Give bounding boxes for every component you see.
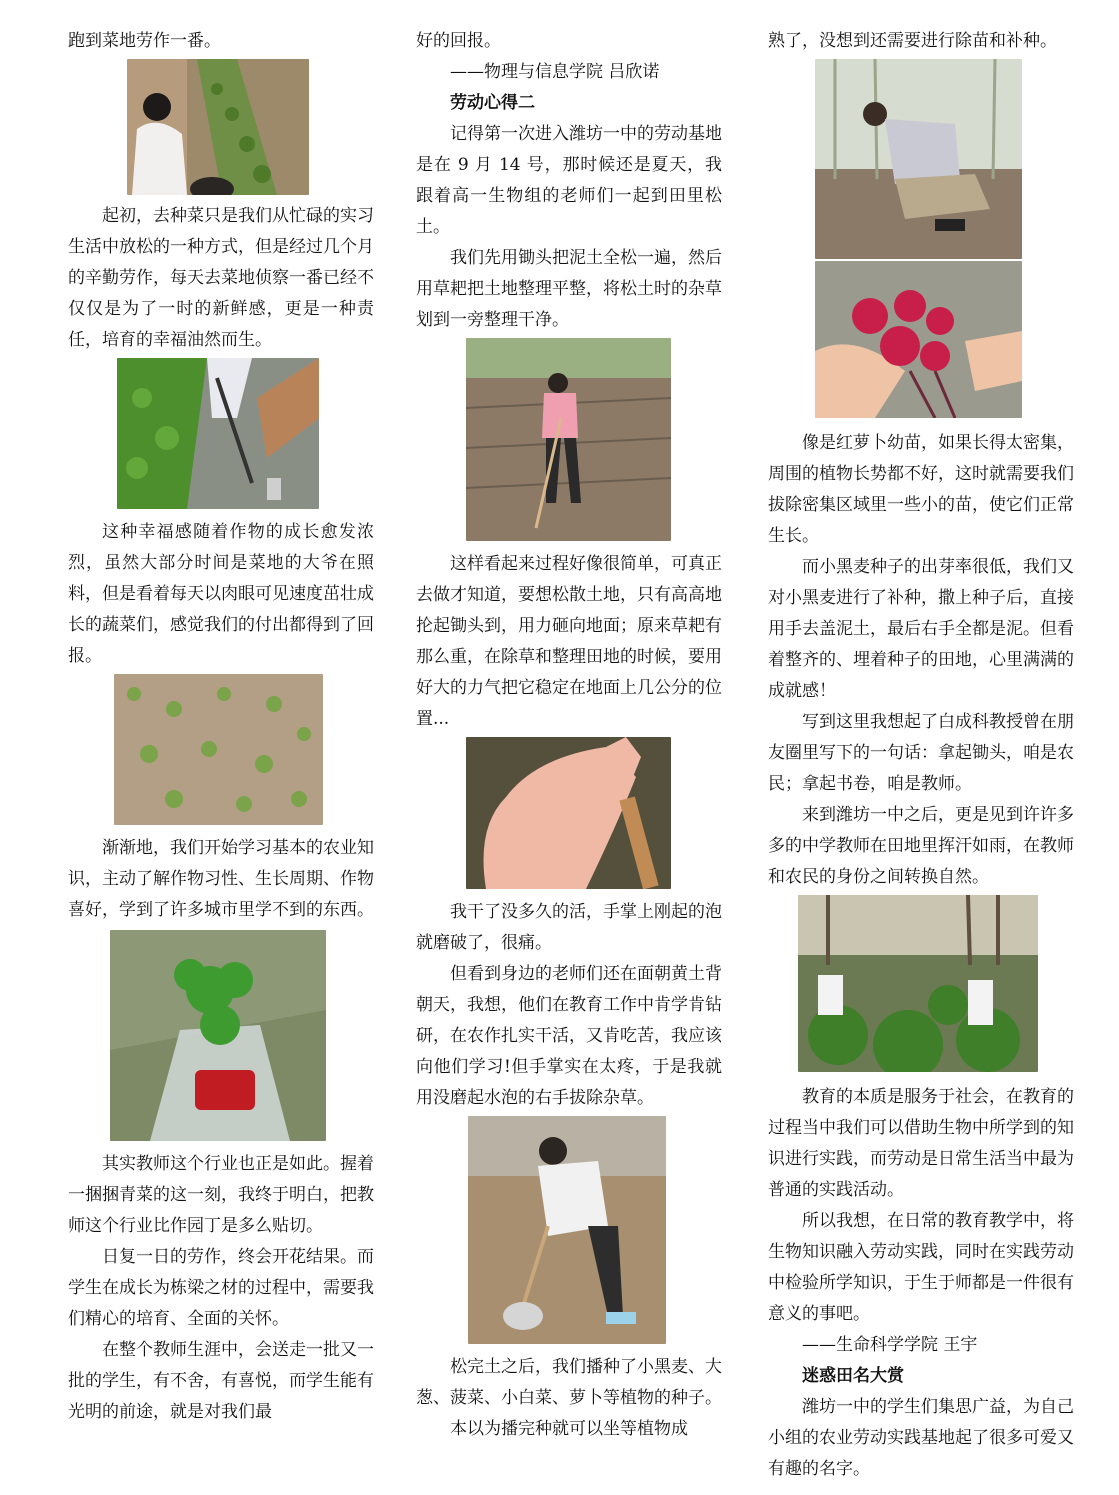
photo-man-digging-with-shovel bbox=[468, 1116, 666, 1344]
paragraph: 像是红萝卜幼苗，如果长得太密集，周围的植物长势都不好，这时就需要我们拔除密集区域里一些小的苗，使它们正常生长。 bbox=[768, 433, 1074, 546]
paragraph: 来到潍坊一中之后，更是见到许许多多的中学教师在田地里挥汗如雨，在教师和农民的身份之间转换自然。 bbox=[768, 805, 1074, 887]
photo-red-radishes-in-hand bbox=[815, 261, 1022, 418]
paragraph: 本以为播完种就可以坐等植物成 bbox=[450, 1419, 688, 1439]
photo-woman-in-vegetable-garden bbox=[127, 59, 309, 195]
photo-bag-of-greens bbox=[110, 930, 326, 1141]
paragraph: 教育的本质是服务于社会，在教育的过程当中我们可以借助生物中所学到的知识进行实践，而劳动是日常生活当中最为普通的实践活动。 bbox=[768, 1087, 1074, 1200]
paragraph: 起初，去种菜只是我们从忙碌的实习生活中放松的一种方式，但是经过几个月的辛勤劳作，每天去菜地侦察一番已经不仅仅是为了一时的新鲜感，更是一种责任，培育的幸福油然而生。 bbox=[68, 206, 374, 350]
paragraph: 我们先用锄头把泥土全松一遍，然后用草耙把土地整理平整，将松土时的杂草划到一旁整理干净。 bbox=[416, 248, 722, 330]
paragraph: 松完土之后，我们播种了小黑麦、大葱、菠菜、小白菜、萝卜等植物的种子。 bbox=[416, 1357, 722, 1408]
paragraph: 这样看起来过程好像很简单，可真正去做才知道，要想松散土地，只有高高地抡起锄头到，用力砸向地面；原来草耙有那么重，在除草和整理田地的时候，要用好大的力气把它稳定在地面上几公分的位置... bbox=[416, 554, 722, 729]
column-middle bbox=[416, 26, 722, 1445]
photo-people-working-in-garden bbox=[798, 895, 1038, 1072]
paragraph: 我干了没多久的活，手掌上刚起的泡就磨破了，很痛。 bbox=[416, 902, 722, 953]
paragraph: 渐渐地，我们开始学习基本的农业知识，主动了解作物习性、生长周期、作物喜好，学到了许多城市里学不到的东西。 bbox=[68, 838, 374, 920]
column-left bbox=[68, 26, 374, 1428]
paragraph: 潍坊一中的学生们集思广益，为自己小组的农业劳动实践基地起了很多可爱又有趣的名字。 bbox=[768, 1397, 1074, 1479]
paragraph: 日复一日的劳作，终会开花结果。而学生在成长为栋梁之材的过程中，需要我们精心的培育、全面的关怀。 bbox=[68, 1247, 374, 1329]
section-heading: 劳动心得二 bbox=[450, 93, 535, 113]
paragraph: 这种幸福感随着作物的成长愈发浓烈，虽然大部分时间是菜地的大爷在照料，但是看着每天以肉眼可见速度茁壮成长的蔬菜们，感觉我们的付出都得到了回报。 bbox=[68, 522, 374, 666]
section-heading: 迷惑田名大赏 bbox=[802, 1366, 904, 1386]
photo-hoeing-weeds bbox=[117, 358, 319, 509]
column-right bbox=[768, 26, 1074, 1485]
paragraph: 熟了，没想到还需要进行除苗和补种。 bbox=[768, 31, 1057, 51]
paragraph: 在整个教师生涯中，会送走一批又一批的学生，有不舍，有喜悦，而学生能有光明的前途，就是对我们最 bbox=[68, 1340, 374, 1422]
photo-blistered-palm bbox=[466, 737, 671, 889]
paragraph: 记得第一次进入潍坊一中的劳动基地是在 9 月 14 号，那时候还是夏天，我跟着高一生物组的老师们一起到田里松土。 bbox=[416, 124, 722, 237]
paragraph: 其实教师这个行业也正是如此。握着一捆捆青菜的这一刻，我终于明白，把教师这个行业比作园丁是多么贴切。 bbox=[68, 1154, 374, 1236]
photo-woman-crouching-field bbox=[815, 59, 1022, 259]
photo-seedlings-in-soil bbox=[114, 674, 323, 825]
paragraph: 而小黑麦种子的出芽率很低，我们又对小黑麦进行了补种，撒上种子后，直接用手去盖泥土，最后右手全都是泥。但看着整齐的、埋着种子的田地，心里满满的成就感！ bbox=[768, 557, 1074, 701]
author-signature: ——生命科学学院 王宇 bbox=[802, 1335, 978, 1355]
paragraph: 写到这里我想起了白成科教授曾在朋友圈里写下的一句话：拿起锄头，咱是农民；拿起书卷，咱是教师。 bbox=[768, 712, 1074, 794]
paragraph: 好的回报。 bbox=[416, 31, 501, 51]
photo-woman-hoeing-field bbox=[466, 338, 671, 541]
paragraph: 但看到身边的老师们还在面朝黄土背朝天，我想，他们在教育工作中肯学肯钻研，在农作扎实干活，又肯吃苦，我应该向他们学习!但手掌实在太疼，于是我就用没磨起水泡的右手拔除杂草。 bbox=[416, 964, 722, 1108]
author-signature: ——物理与信息学院 吕欣诺 bbox=[450, 62, 660, 82]
paragraph: 所以我想，在日常的教育教学中，将生物知识融入劳动实践，同时在实践劳动中检验所学知识，于生于师都是一件很有意义的事吧。 bbox=[768, 1211, 1074, 1324]
paragraph: 跑到菜地劳作一番。 bbox=[68, 31, 221, 51]
